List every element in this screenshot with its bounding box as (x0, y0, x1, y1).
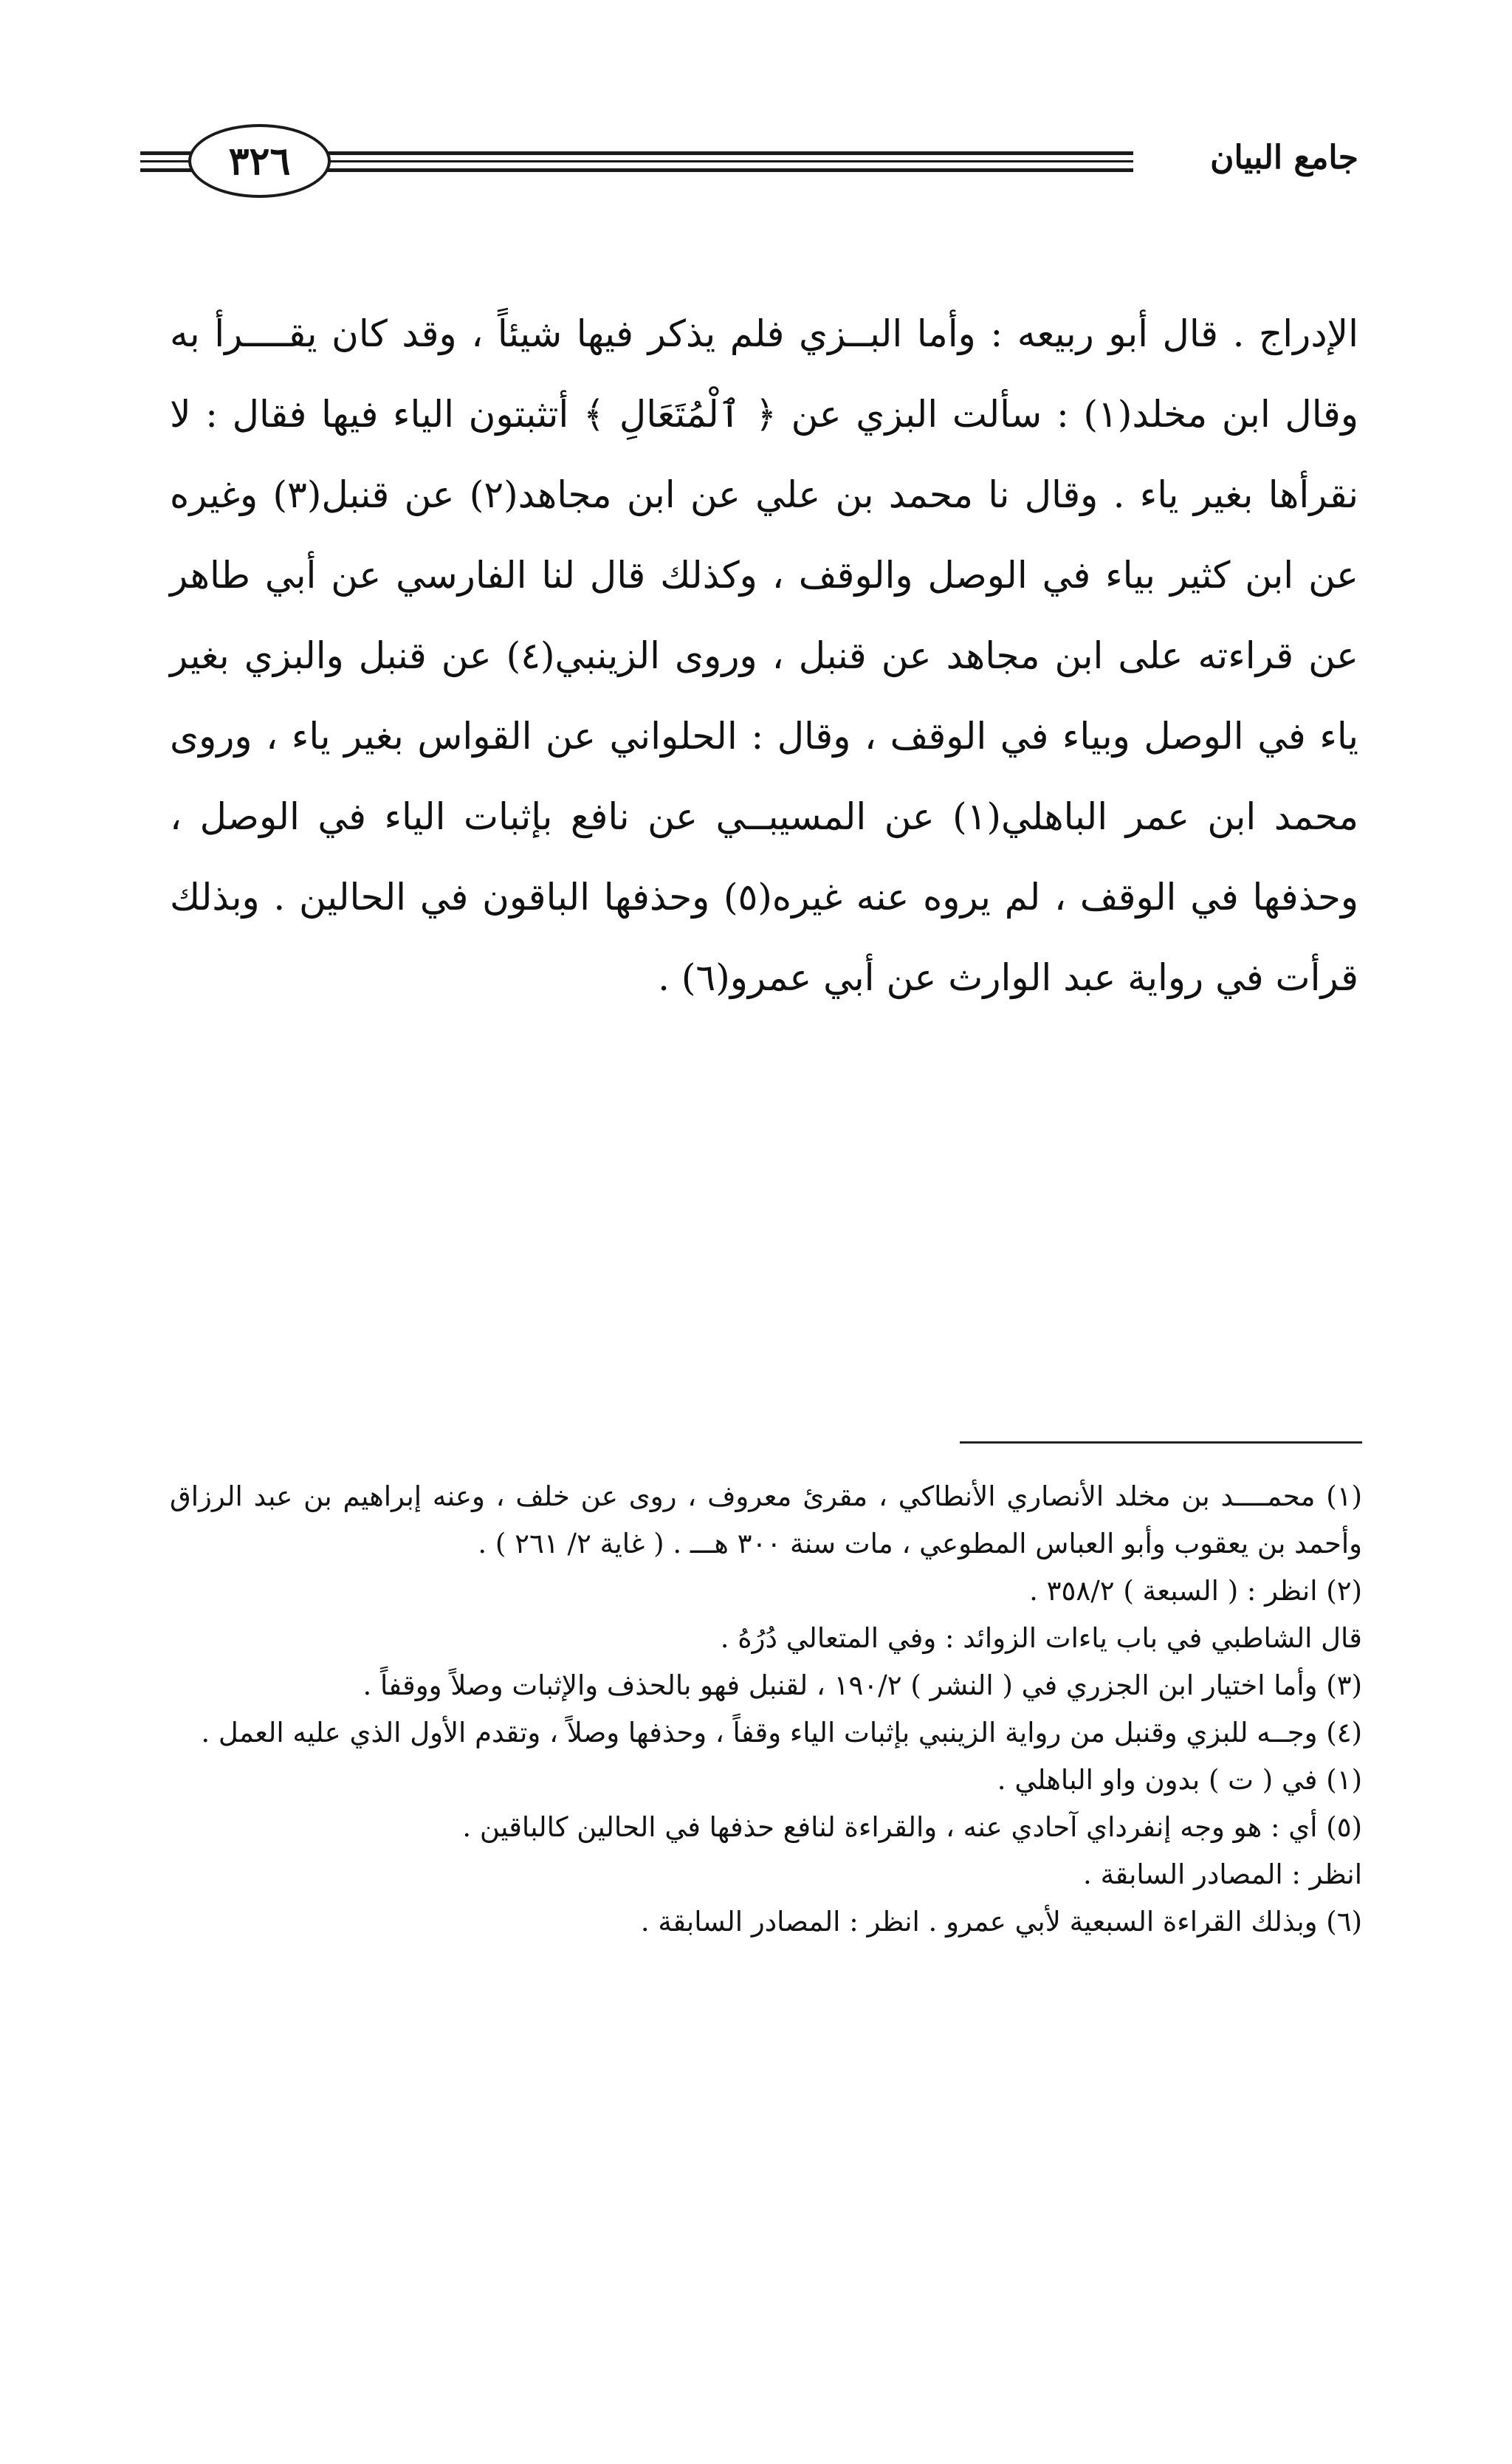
footnote-1b: (١) في ( ت ) بدون واو الباهلي . (997, 1764, 1362, 1796)
footnote-2-note: قال الشاطبي في باب ياءات الزوائد : وفي المتعالي دُرُهُ . (720, 1622, 1362, 1654)
footnotes (170, 1473, 1362, 1946)
footnote-1: (١) محمــــد بن مخلد الأنصاري الأنطاكي ، مقرئ معروف ، روى عن خلف ، وعنه إبراهيم بن عبد الرزاق وأحمد بن يعقوب وأبو العباس المطوعي ، مات سنة ٣٠٠ هـــ . ( غاية ٢/ ٢٦١ ) . (170, 1480, 1362, 1559)
footnote-3: (٣) وأما اختيار ابن الجزري في ( النشر ) ١٩٠/٢ ، لقنبل فهو بالحذف والإثبات وصلاً ووقفاً . (362, 1669, 1362, 1701)
footnote-5: (٥) أي : هو وجه إنفرداي آحادي عنه ، والقراءة لنافع حذفها في الحالين كالباقين . (462, 1811, 1362, 1843)
footnote-divider (960, 1441, 1362, 1444)
page-number: ٣٢٦ (188, 124, 331, 198)
main-paragraph: الإدراج . قال أبو ربيعه : وأما البــزي فلم يذكر فيها شيئاً ، وقد كان يقــــرأ به وقال ابن مخلد(١) : سألت البزي عن ﴿ ٱلْمُتَعَالِ ﴾ أتثبتون الياء فيها فقال : لا نقرأها بغير ياء . وقال نا محمد بن علي عن ابن مجاهد(٢) عن قنبل(٣) وغيره عن ابن كثير بياء في الوصل والوقف ، وكذلك قال لنا الفارسي عن أبي طاهر عن قراءته على ابن مجاهد عن قنبل ، وروى الزينبي(٤) عن قنبل والبزي بغير ياء في الوصل وبياء في الوقف ، وقال : الحلواني عن القواس بغير ياء ، وروى محمد ابن عمر الباهلي(١) عن المسيبــي عن نافع بإثبات الياء في الوصل ، وحذفها في الوقف ، لم يروه عنه غيره(٥) وحذفها الباقون في الحالين . وبذلك قرأت في رواية عبد الوارث عن أبي عمرو(٦) . (170, 312, 1359, 999)
main-text (170, 294, 1358, 1018)
footnote-2: (٢) انظر : ( السبعة ) ٣٥٨/٢ . (1029, 1575, 1362, 1607)
book-title: جامع البيان (1210, 139, 1358, 176)
footnote-4: (٤) وجــه للبزي وقنبل من رواية الزينبي بإثبات الياء وقفاً ، وحذفها وصلاً ، وتقدم الأول الذي عليه العمل . (201, 1717, 1362, 1749)
footnote-6: (٦) وبذلك القراءة السبعية لأبي عمرو . انظر : المصادر السابقة . (640, 1906, 1362, 1938)
footnote-5-note: انظر : المصادر السابقة . (1083, 1859, 1362, 1890)
